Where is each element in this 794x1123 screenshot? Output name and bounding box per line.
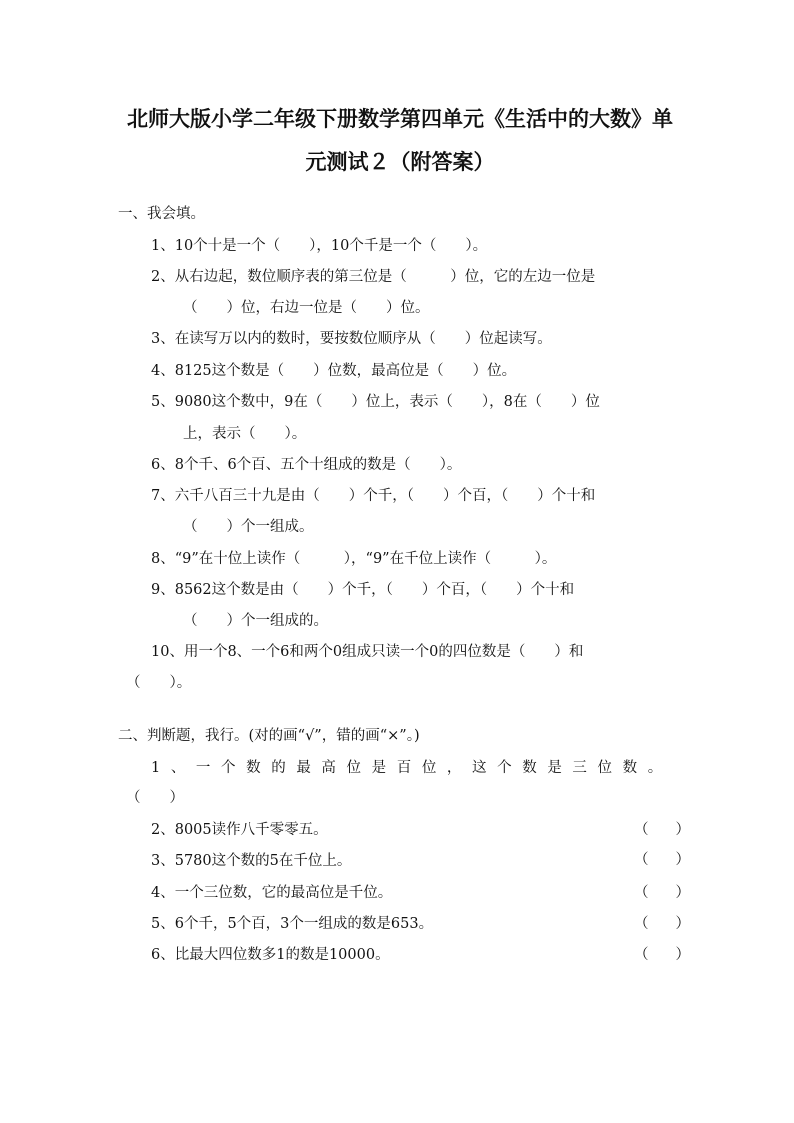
fill-question-2-cont: （ ）位，右边一位是（ ）位。 [183, 300, 430, 316]
fill-question-6: 6、8个千、6个百、五个十组成的数是（ ）。 [151, 457, 462, 473]
judge-question-1: 1、一个数的最高位是百位，这个数是三位数。 [151, 760, 673, 776]
fill-question-7-cont: （ ）个一组成。 [183, 519, 314, 535]
answer-paren [634, 945, 690, 965]
fill-question-2: 2、从右边起，数位顺序表的第三位是（ ）位，它的左边一位是 [151, 269, 596, 285]
paren-open: （ [634, 852, 649, 868]
fill-question-9: 9、8562这个数是由（ ）个千，（ ）个百，（ ）个十和 [151, 582, 575, 598]
fill-question-7: 7、六千八百三十九是由（ ）个千，（ ）个百，（ ）个十和 [151, 488, 596, 504]
paren-open: （ [634, 822, 649, 838]
answer-paren [634, 883, 690, 903]
fill-question-1: 1、10个十是一个（ ），10个千是一个（ ）。 [151, 238, 488, 254]
fill-question-4: 4、8125这个数是（ ）位数，最高位是（ ）位。 [151, 363, 517, 379]
answer-paren [634, 914, 690, 934]
judge-question-5: 5、6个千，5个百，3个一组成的数是653。 [151, 916, 434, 932]
paren-open: （ [634, 885, 649, 901]
judge-question-4: 4、一个三位数，它的最高位是千位。 [151, 885, 393, 901]
judge-question-1-paren: （ ） [126, 790, 184, 806]
paren-close: ） [675, 885, 690, 901]
judge-question-6: 6、比最大四位数多1的数是10000。 [151, 947, 390, 963]
fill-question-5: 5、9080这个数中，9在（ ）位上，表示（ ），8在（ ）位 [151, 394, 600, 410]
fill-question-3: 3、在读写万以内的数时，要按数位顺序从（ ）位起读写。 [151, 331, 552, 347]
fill-question-10: 10、用一个8、一个6和两个0组成只读一个0的四位数是（ ）和 [151, 644, 584, 660]
paren-open: （ [634, 916, 649, 932]
fill-question-10-cont: （ ）。 [126, 675, 192, 691]
answer-paren [634, 850, 690, 870]
fill-question-9-cont: （ ）个一组成的。 [183, 613, 328, 629]
judge-question-2: 2、8005读作八千零零五。 [151, 822, 328, 838]
answer-paren [634, 820, 690, 840]
fill-question-5-cont: 上，表示（ ）。 [183, 426, 307, 442]
judge-question-3: 3、5780这个数的5在千位上。 [151, 853, 352, 869]
paren-close: ） [675, 947, 690, 963]
fill-question-8: 8、“9”在十位上读作（ ），“9”在千位上读作（ ）。 [151, 551, 557, 567]
paren-close: ） [675, 916, 690, 932]
section-1-heading: 一、我会填。 [118, 206, 205, 222]
page-title-line-2: 元测试２（附答案） [305, 149, 495, 174]
paren-close: ） [675, 822, 690, 838]
paren-close: ） [675, 852, 690, 868]
paren-open: （ [634, 947, 649, 963]
section-2-heading: 二、判断题，我行。(对的画“√”，错的画“×”。) [118, 728, 420, 744]
page-title-line-1: 北师大版小学二年级下册数学第四单元《生活中的大数》单 [127, 106, 673, 131]
